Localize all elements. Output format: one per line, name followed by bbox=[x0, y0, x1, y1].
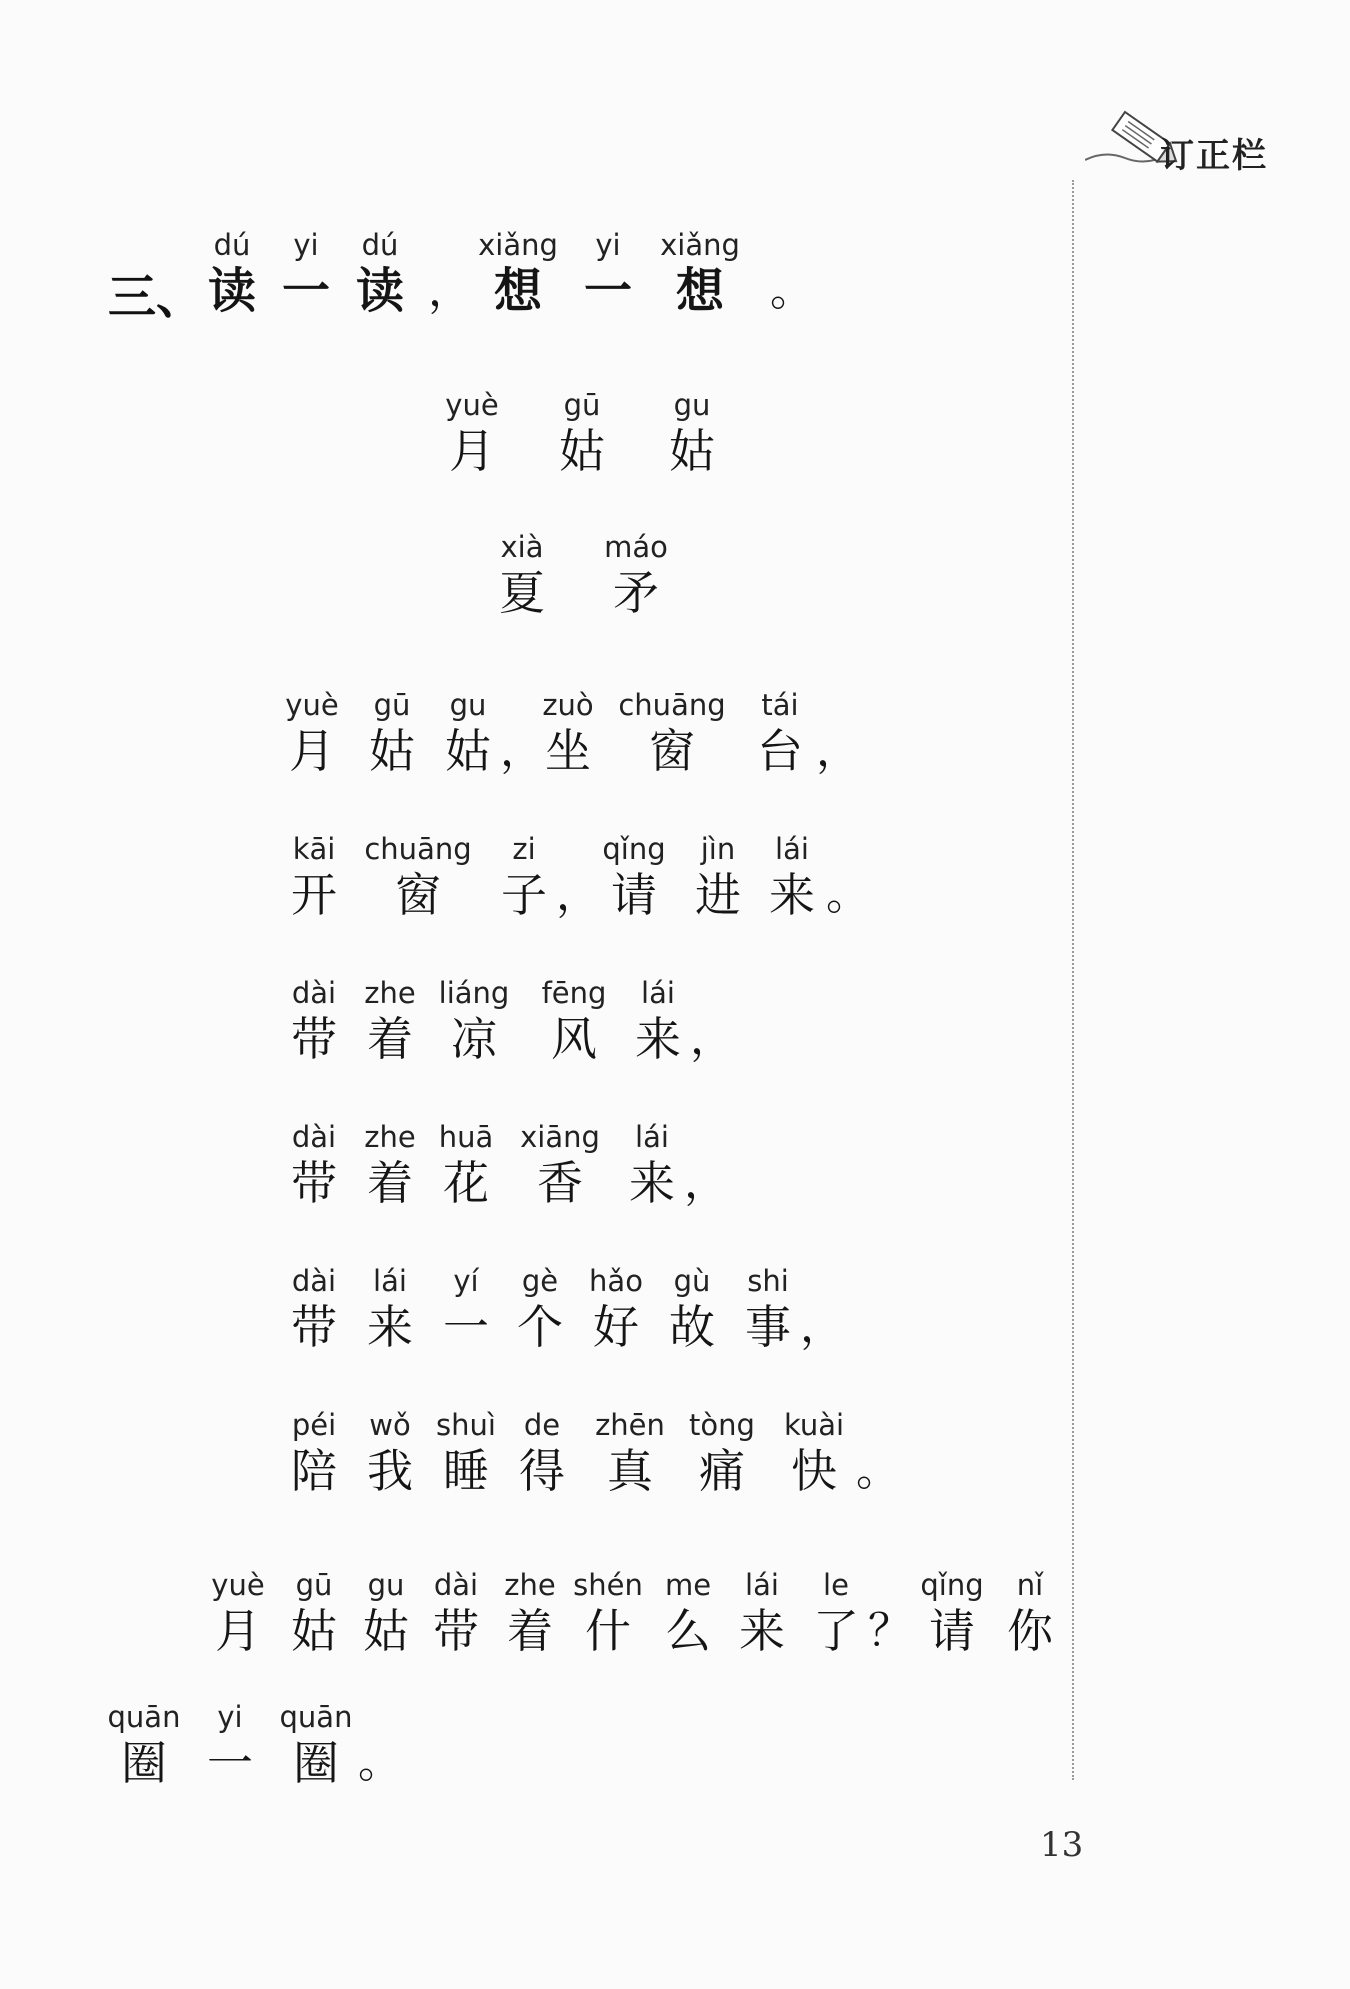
hanzi-character: 凉 bbox=[451, 1012, 497, 1066]
pinyin: lái bbox=[373, 1264, 407, 1298]
punctuation: ， bbox=[690, 1013, 734, 1064]
pinyin: zhēn bbox=[595, 1408, 665, 1442]
pinyin: xiāng bbox=[520, 1120, 600, 1154]
pinyin: xià bbox=[500, 530, 544, 564]
pinyin-character-pair bbox=[612, 688, 732, 780]
hanzi-character: 圈 bbox=[293, 1736, 339, 1790]
hanzi-character: 带 bbox=[291, 1012, 337, 1066]
pinyin: yi bbox=[293, 228, 319, 262]
punctuation: ， bbox=[800, 1301, 844, 1352]
pinyin-character-pair bbox=[320, 228, 440, 320]
pinyin: gè bbox=[521, 1264, 559, 1298]
hanzi-character: 月 bbox=[449, 424, 495, 478]
pinyin: yi bbox=[595, 228, 621, 262]
hanzi-character: 请 bbox=[929, 1604, 975, 1658]
punctuation: 。 bbox=[358, 1737, 402, 1788]
pinyin: dài bbox=[291, 1120, 337, 1154]
pinyin: jìn bbox=[700, 832, 736, 866]
pinyin: dú bbox=[361, 228, 399, 262]
hanzi-character: 进 bbox=[695, 868, 741, 922]
pinyin: wǒ bbox=[369, 1408, 411, 1442]
hanzi-character: 矛 bbox=[613, 566, 659, 620]
pinyin: yuè bbox=[285, 688, 339, 722]
pinyin: le bbox=[823, 1568, 849, 1602]
hanzi-character: 想 bbox=[493, 263, 542, 319]
hanzi-character: 带 bbox=[433, 1604, 479, 1658]
pinyin: de bbox=[523, 1408, 561, 1442]
pinyin-character-pair bbox=[358, 832, 478, 924]
hanzi-character: 想 bbox=[675, 263, 724, 319]
punctuation: ， bbox=[428, 265, 472, 316]
hanzi-character: 请 bbox=[611, 868, 657, 922]
pinyin: liáng bbox=[438, 976, 510, 1010]
pinyin: zhe bbox=[504, 1568, 556, 1602]
pinyin: quān bbox=[279, 1700, 353, 1734]
pinyin: shi bbox=[747, 1264, 789, 1298]
section-number: 三、 bbox=[108, 269, 205, 325]
punctuation: 。 bbox=[770, 265, 814, 316]
pinyin: zhe bbox=[364, 1120, 416, 1154]
hanzi-character: 一 bbox=[583, 263, 632, 319]
hanzi-character: 圈 bbox=[121, 1736, 167, 1790]
hanzi-character: 月 bbox=[289, 724, 335, 778]
correction-column-divider bbox=[1072, 180, 1074, 1780]
hanzi-character: 姑 bbox=[559, 424, 605, 478]
correction-column-label: 订正栏 bbox=[1160, 136, 1268, 176]
hanzi-character: 姑 bbox=[445, 724, 491, 778]
hanzi-character: 子 bbox=[501, 868, 547, 922]
pinyin-character-pair bbox=[970, 1568, 1090, 1660]
pinyin: yuè bbox=[445, 388, 499, 422]
pinyin: qǐng bbox=[602, 832, 666, 866]
hanzi-character: 花 bbox=[443, 1156, 489, 1210]
pinyin: gū bbox=[295, 1568, 333, 1602]
pinyin: gū bbox=[373, 688, 411, 722]
pinyin: tái bbox=[761, 688, 799, 722]
hanzi-character: 窗 bbox=[649, 724, 695, 778]
hanzi-character: 什 bbox=[585, 1604, 631, 1658]
pinyin: dài bbox=[433, 1568, 479, 1602]
hanzi-character: 风 bbox=[551, 1012, 597, 1066]
hanzi-character: 来 bbox=[769, 868, 815, 922]
hanzi-character: 来 bbox=[367, 1300, 413, 1354]
punctuation: ， bbox=[684, 1157, 728, 1208]
pinyin: dài bbox=[291, 1264, 337, 1298]
pinyin-character-pair bbox=[522, 388, 642, 480]
pinyin: shuì bbox=[436, 1408, 496, 1442]
hanzi-character: 一 bbox=[281, 263, 330, 319]
hanzi-character: 故 bbox=[669, 1300, 715, 1354]
pinyin-character-pair bbox=[462, 530, 582, 622]
hanzi-character: 个 bbox=[517, 1300, 563, 1354]
hanzi-character: 了 bbox=[813, 1604, 859, 1658]
pinyin: chuāng bbox=[364, 832, 472, 866]
pinyin-character-pair bbox=[412, 388, 532, 480]
pinyin: qǐng bbox=[920, 1568, 984, 1602]
pinyin: xiǎng bbox=[478, 228, 558, 262]
hanzi-character: 姑 bbox=[369, 724, 415, 778]
hanzi-character: 坐 bbox=[545, 724, 591, 778]
page-number: 13 bbox=[1040, 1825, 1084, 1865]
hanzi-character: 姑 bbox=[363, 1604, 409, 1658]
hanzi-character: 来 bbox=[635, 1012, 681, 1066]
pinyin: lái bbox=[641, 976, 675, 1010]
pinyin: lái bbox=[745, 1568, 779, 1602]
pinyin: me bbox=[664, 1568, 712, 1602]
hanzi-character: 真 bbox=[607, 1444, 653, 1498]
pinyin: huā bbox=[438, 1120, 494, 1154]
punctuation: 。 bbox=[856, 1445, 900, 1496]
hanzi-character: 痛 bbox=[699, 1444, 745, 1498]
pinyin: gu bbox=[673, 388, 711, 422]
hanzi-character: 带 bbox=[291, 1300, 337, 1354]
pinyin: hǎo bbox=[589, 1264, 643, 1298]
pinyin: péi bbox=[291, 1408, 337, 1442]
pinyin: kuài bbox=[783, 1408, 845, 1442]
hanzi-character: 读 bbox=[355, 263, 404, 319]
punctuation: 。 bbox=[826, 869, 870, 920]
pinyin: lái bbox=[635, 1120, 669, 1154]
pinyin: chuāng bbox=[618, 688, 726, 722]
hanzi-character: 香 bbox=[537, 1156, 583, 1210]
pinyin-character-pair bbox=[508, 688, 628, 780]
hanzi-character: 一 bbox=[443, 1300, 489, 1354]
punctuation: ？ bbox=[868, 1605, 912, 1656]
hanzi-character: 姑 bbox=[291, 1604, 337, 1658]
pinyin: gū bbox=[563, 388, 601, 422]
pinyin: máo bbox=[604, 530, 668, 564]
pinyin: dú bbox=[213, 228, 251, 262]
hanzi-character: 开 bbox=[291, 868, 337, 922]
pinyin: kāi bbox=[292, 832, 336, 866]
pinyin: yi bbox=[217, 1700, 243, 1734]
pinyin-character-pair bbox=[254, 832, 374, 924]
punctuation: ， bbox=[556, 869, 600, 920]
hanzi-character: 窗 bbox=[395, 868, 441, 922]
hanzi-character: 么 bbox=[665, 1604, 711, 1658]
pinyin: quān bbox=[107, 1700, 181, 1734]
pinyin: zuò bbox=[542, 688, 594, 722]
pinyin: gu bbox=[367, 1568, 405, 1602]
hanzi-character: 读 bbox=[207, 263, 256, 319]
hanzi-character: 带 bbox=[291, 1156, 337, 1210]
pinyin: zhe bbox=[364, 976, 416, 1010]
hanzi-character: 着 bbox=[367, 1012, 413, 1066]
pinyin-character-pair bbox=[640, 228, 760, 320]
pinyin-character-pair bbox=[632, 388, 752, 480]
hanzi-character: 你 bbox=[1007, 1604, 1053, 1658]
hanzi-character: 好 bbox=[593, 1300, 639, 1354]
punctuation: ， bbox=[816, 725, 860, 776]
hanzi-character: 来 bbox=[629, 1156, 675, 1210]
hanzi-character: 台 bbox=[757, 724, 803, 778]
hanzi-character: 着 bbox=[507, 1604, 553, 1658]
hanzi-character: 事 bbox=[745, 1300, 791, 1354]
pinyin: fēng bbox=[541, 976, 607, 1010]
pinyin: zi bbox=[512, 832, 536, 866]
hanzi-character: 月 bbox=[215, 1604, 261, 1658]
pinyin: nǐ bbox=[1016, 1568, 1044, 1602]
pinyin: dài bbox=[291, 976, 337, 1010]
hanzi-character: 陪 bbox=[291, 1444, 337, 1498]
hanzi-character: 睡 bbox=[443, 1444, 489, 1498]
punctuation: ， bbox=[500, 725, 544, 776]
pinyin: lái bbox=[775, 832, 809, 866]
pinyin: xiǎng bbox=[660, 228, 740, 262]
hanzi-character: 我 bbox=[367, 1444, 413, 1498]
pinyin: tòng bbox=[689, 1408, 755, 1442]
hanzi-character: 一 bbox=[207, 1736, 253, 1790]
hanzi-character: 快 bbox=[791, 1444, 837, 1498]
hanzi-character: 得 bbox=[519, 1444, 565, 1498]
pinyin: yuè bbox=[211, 1568, 265, 1602]
pinyin: yí bbox=[453, 1264, 479, 1298]
hanzi-character: 来 bbox=[739, 1604, 785, 1658]
pinyin: gu bbox=[449, 688, 487, 722]
pinyin: shén bbox=[573, 1568, 643, 1602]
hanzi-character: 着 bbox=[367, 1156, 413, 1210]
hanzi-character: 姑 bbox=[669, 424, 715, 478]
hanzi-character: 夏 bbox=[499, 566, 545, 620]
pinyin: gù bbox=[673, 1264, 711, 1298]
pinyin-character-pair bbox=[576, 530, 696, 622]
